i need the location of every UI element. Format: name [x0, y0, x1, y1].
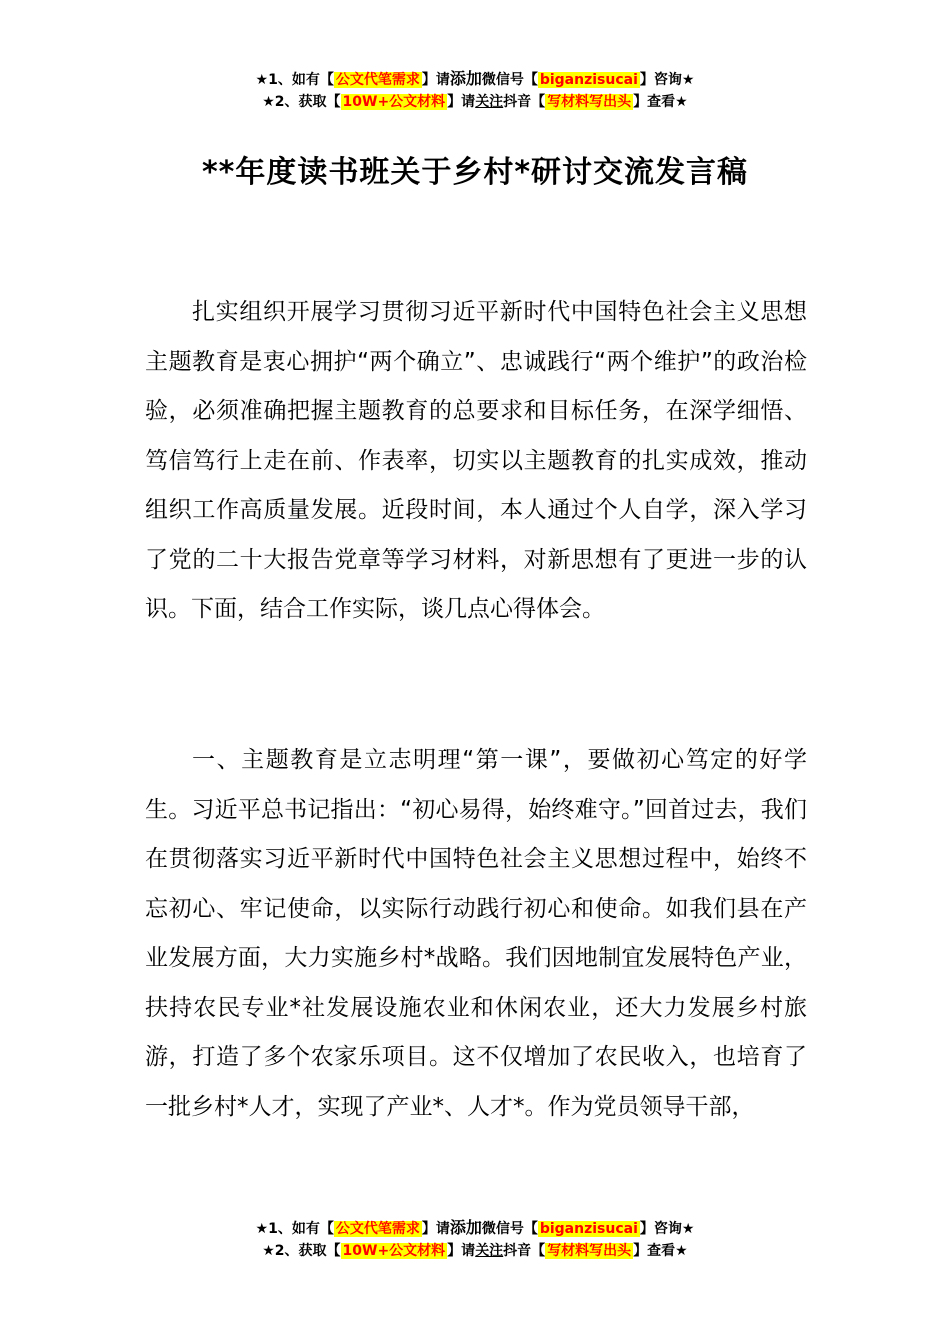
promo-emphasis: 添加 [449, 1218, 482, 1237]
promo-text: ★1、如有【 [255, 72, 334, 88]
promo-text: 抖音【 [503, 94, 546, 110]
promo-text: 】查看★ [633, 94, 688, 110]
promo-highlight: 公文代笔需求 [335, 72, 420, 88]
promo-text: 】请 [447, 94, 476, 110]
paragraph-section-1 [145, 736, 807, 1132]
paragraph-intro [145, 288, 807, 635]
promo-line-1 [0, 68, 950, 91]
promo-text: ★1、如有【 [255, 1221, 334, 1237]
promo-highlight: 写材料写出头 [547, 94, 632, 110]
promo-highlight: 写材料写出头 [547, 1243, 632, 1259]
promo-text: 】请 [421, 72, 450, 88]
promo-text: 微信号【 [481, 1221, 538, 1237]
promo-emphasis: 关注 [475, 94, 504, 110]
promo-highlight: 10W+公文材料 [342, 1243, 446, 1259]
promo-text: 】咨询★ [639, 72, 695, 88]
promo-emphasis: 关注 [475, 1243, 504, 1259]
promo-text: 】查看★ [633, 1243, 688, 1259]
promo-text: 】咨询★ [639, 1221, 695, 1237]
promo-highlight: biganzisucai [539, 1221, 638, 1237]
promo-highlight: biganzisucai [539, 72, 638, 88]
promo-highlight: 公文代笔需求 [335, 1221, 420, 1237]
promo-text: ★2、获取【 [262, 1243, 341, 1259]
promo-text: ★2、获取【 [262, 94, 341, 110]
promo-text: 抖音【 [503, 1243, 546, 1259]
paragraph-text: 一、主题教育是立志明理“第一课”，要做初心笃定的好学生。习近平总书记指出：“初心易得，始终难守。”回首过去，我们在贯彻落实习近平新时代中国特色社会主义思想过程中，始终不忘初心、牢记使命，以实际行动践行初心和使命。如我们县在产业发展方面，大力实施乡村*战略。我们因地制宜发展特色产业，扶持农民专业*社发展设施农业和休闲农业，还大力发展乡村旅游，打造了多个农家乐项目。这不仅增加了农民收入，也培育了一批乡村*人才，实现了产业*、人才*。作为党员领导干部， [145, 747, 807, 1120]
promo-text: 】请 [421, 1221, 450, 1237]
promo-text: 微信号【 [481, 72, 538, 88]
promo-emphasis: 添加 [449, 69, 482, 88]
document-title: **年度读书班关于乡村*研讨交流发言稿 [201, 155, 749, 190]
promo-line-2 [0, 1240, 950, 1262]
promo-header [0, 68, 950, 113]
promo-footer [0, 1217, 950, 1262]
promo-text: 】请 [447, 1243, 476, 1259]
paragraph-text: 扎实组织开展学习贯彻习近平新时代中国特色社会主义思想主题教育是衷心拥护“两个确立”、忠诚践行“两个维护”的政治检验，必须准确把握主题教育的总要求和目标任务，在深学细悟、笃信笃行上走在前、作表率，切实以主题教育的扎实成效，推动组织工作高质量发展。近段时间，本人通过个人自学，深入学习了党的二十大报告党章等学习材料，对新思想有了更进一步的认识。下面，结合工作实际，谈几点心得体会。 [145, 299, 807, 622]
promo-line-2 [0, 91, 950, 113]
promo-highlight: 10W+公文材料 [342, 94, 446, 110]
promo-line-1 [0, 1217, 950, 1240]
